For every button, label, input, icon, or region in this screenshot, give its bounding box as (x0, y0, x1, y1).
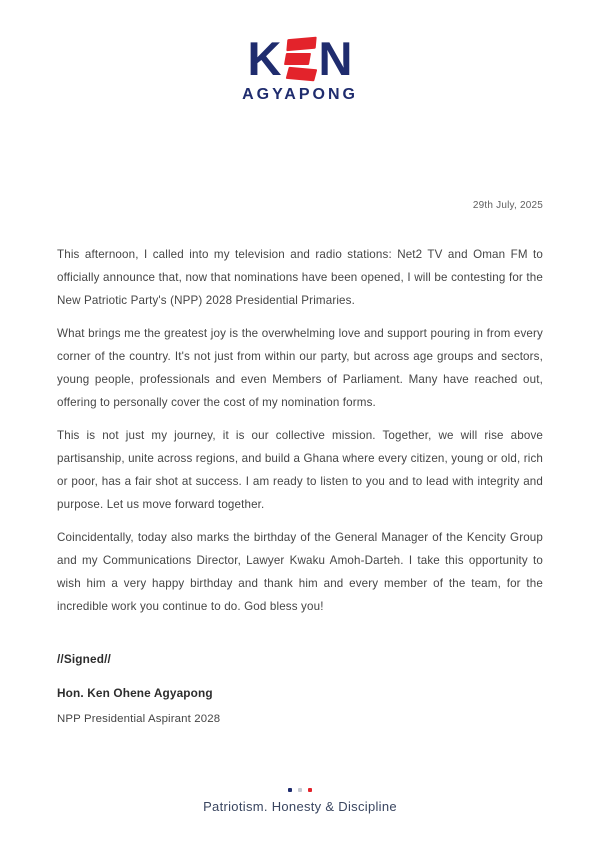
signature-block (57, 648, 543, 731)
logo-word-ken (0, 32, 600, 85)
letterhead (0, 32, 600, 104)
paragraph-mission: This is not just my journey, it is our collective mission. Together, we will rise above partisanship, unite across regions, and build a Ghana where every citizen, young or old, rich or poor, has a fair shot at success. I am ready to listen to you and to lead with integrity and purpose. Let us move forward together. (57, 429, 543, 511)
letter-footer (0, 787, 600, 814)
ken-agyapong-logo (0, 32, 600, 104)
navy-dot-icon (288, 788, 292, 792)
logo-letter-n: N (318, 32, 353, 85)
tricolor-dots-icon (0, 787, 600, 792)
signed-label: //Signed// (57, 652, 111, 666)
footer-motto: Patriotism. Honesty & Discipline (203, 799, 397, 814)
paragraph-birthday: Coincidentally, today also marks the birthday of the General Manager of the Kencity Group and my Communications Director, Lawyer Kwaku Amoh-Darteh. I take this opportunity to wish him a very happy birthday and thank him and every member of the team, for the incredible work you continue to do. God bless you! (57, 531, 543, 613)
gray-dot-icon (298, 788, 302, 792)
paragraph-support: What brings me the greatest joy is the overwhelming love and support pouring in from every corner of the country. It's not just from within our party, but across age groups and sectors, young people, professionals and even Members of Parliament. Many have reached out, offering to personally cover the cost of my nomination forms. (57, 327, 543, 409)
logo-letter-k: K (247, 32, 282, 85)
red-striped-e-icon (286, 36, 315, 82)
signatory-name: Hon. Ken Ohene Agyapong (57, 686, 213, 700)
red-dot-icon (308, 788, 312, 792)
letter-body (57, 243, 543, 731)
logo-subtitle: AGYAPONG (242, 86, 358, 103)
paragraph-announcement: This afternoon, I called into my television and radio stations: Net2 TV and Oman FM to officially announce that, now that nominations have been opened, I will be contesting for the New Patriotic Party's (NPP) 2028 Presidential Primaries. (57, 248, 543, 307)
signatory-title: NPP Presidential Aspirant 2028 (57, 713, 221, 725)
letter-date: 29th July, 2025 (472, 200, 543, 211)
